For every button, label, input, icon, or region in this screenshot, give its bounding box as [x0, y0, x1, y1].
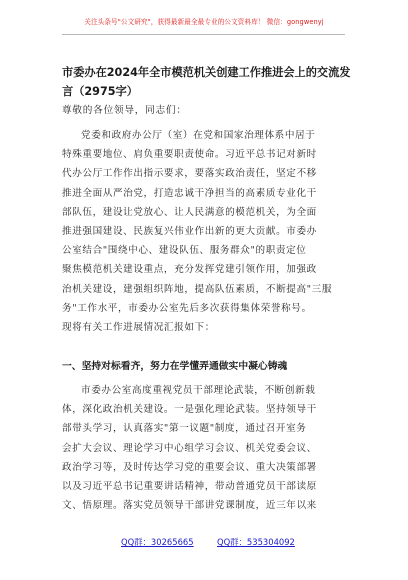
paragraph-line: 会扩大会议、理论学习中心组学习会议、机关党委会议、	[62, 442, 317, 454]
promo-banner: 关注头条号"公文研究"，获得最新最全最专业的公文资料库！ 微信：gongwenyj	[84, 18, 324, 26]
paragraph-line: 聚焦模范机关建设重点，充分发挥党建引领作用，加强政	[62, 264, 317, 276]
paragraph-line: 现将有关工作进展情况汇报如下：	[62, 321, 215, 333]
paragraph-line: 治机关建设，建强组织阵地，提高队伍素质，不断提高"三服	[62, 283, 333, 295]
paragraph-line: 务"工作水平，市委办公室先后多次获得集体荣誉称号。	[62, 302, 312, 314]
section-heading: 一、坚持对标看齐，努力在学懂弄通做实中凝心铸魂	[62, 361, 288, 372]
paragraph-line: 推进强国建设、民族复兴伟业作出新的更大贡献。市委办	[62, 225, 317, 237]
paragraph-line: 体，深化政治机关建设。一是强化理论武装。坚持领导干	[62, 404, 317, 416]
paragraph-line: 公室结合"围绕中心、建设队伍、服务群众"的职责定位	[62, 245, 307, 257]
paragraph-line: 特殊重要地位、肩负重要职责使命。习近平总书记对新时	[62, 149, 317, 161]
title-line-1: 市委办在2024年全市模范机关创建工作推进会上的交流发	[62, 66, 351, 79]
header-divider	[62, 34, 345, 35]
qq-group-link-1[interactable]: QQ群：30265665	[121, 537, 194, 547]
document-title	[62, 63, 352, 101]
paragraph-line: 代办公厅工作作出指示要求，要落实政治责任，坚定不移	[62, 168, 317, 180]
paragraph-line: 市委办公室高度重视党员干部理论武装，不断创新载	[81, 385, 316, 396]
footer	[0, 534, 408, 550]
paragraph-line: 部队伍，建设让党放心、让人民满意的模范机关，为全面	[62, 206, 317, 218]
section-paragraph	[62, 381, 347, 515]
paragraph-line: 文、悟原理。落实党员领导干部讲党课制度，近三年以来	[62, 500, 317, 512]
intro-paragraph	[62, 126, 347, 337]
qq-group-link-2[interactable]: QQ群：535304092	[217, 537, 295, 547]
title-line-2: 言（2975字）	[62, 85, 138, 98]
paragraph-line: 政治学习等，及时传达学习党的重要会议、重大决策部署	[62, 461, 317, 473]
paragraph-line: 部带头学习，认真落实"第一议题"制度，通过召开室务	[62, 423, 307, 435]
paragraph-line: 推进全面从严治党，打造忠诚干净担当的高素质专业化干	[62, 187, 317, 199]
salutation: 尊敬的各位领导，同志们：	[62, 105, 187, 116]
paragraph-line: 党委和政府办公厅（室）在党和国家治理体系中居于	[81, 130, 316, 141]
paragraph-line: 以及习近平总书记重要讲话精神，带动普通党员干部读原	[62, 480, 317, 492]
